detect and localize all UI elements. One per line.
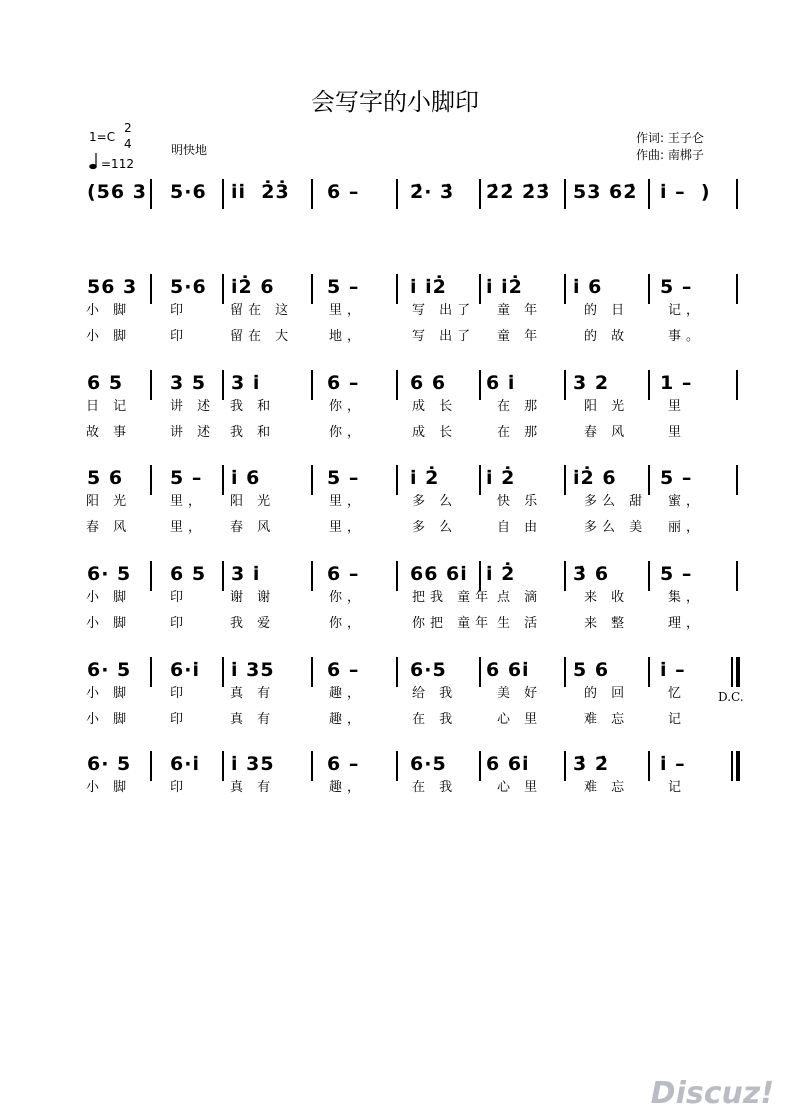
measure-notes: 3̇ 6 [573,563,610,585]
final-barline [736,751,740,781]
lyric-syllables: 你把 童年 [412,616,494,631]
lyric-syllables: 快 乐 [497,494,543,509]
lyric-syllables: 留在 大 [230,329,294,344]
measure-notes: 3̇ 2̇ [573,753,610,775]
lyric-syllables: 给 我 [412,686,458,701]
dc-mark: D.C. [718,690,744,704]
lyric-syllables: 印 [170,329,189,344]
expression-mark: 明快地 [171,143,208,157]
lyric-syllables: 小 脚 [86,686,132,701]
lyric-syllables: 记， [668,303,705,318]
barline [479,179,481,209]
lyric-syllables: 真 有 [230,686,276,701]
barline [736,370,738,400]
measure-notes: 3 2 [573,372,610,394]
song-title: 会写字的小脚印 [311,88,479,116]
lyric-syllables: 留在 这 [230,303,294,318]
barline [479,274,481,304]
barline [479,657,481,687]
lyric-syllables: 的 日 [584,303,630,318]
measure-notes: 6 – [327,753,360,775]
barline [396,370,398,400]
lyric-syllables: 里， [329,303,366,318]
measure-notes: 1 – [660,372,693,394]
measure-notes: 56 3 [87,276,138,298]
lyric-syllables: 在 我 [412,712,458,727]
lyric-syllables: 事。 [668,329,705,344]
lyric-syllables: 的 回 [584,686,630,701]
barline [311,274,313,304]
barline [736,465,738,495]
lyric-syllables: 小 脚 [86,780,132,795]
lyric-syllables: 讲 述 [170,425,216,440]
barline [311,370,313,400]
lyric-syllables: 印 [170,712,189,727]
lyric-syllables: 趣， [329,712,366,727]
lyric-syllables: 真 有 [230,712,276,727]
time-signature-bottom: 4 [124,137,132,151]
measure-notes: i̇ – [660,753,686,775]
lyric-syllables: 成 长 [412,399,458,414]
barline [396,179,398,209]
barline [736,274,738,304]
lyric-syllables: 趣， [329,686,366,701]
measure-notes: 6 i̇ [486,372,516,394]
measure-notes: 6 5 [170,563,207,585]
barline [648,179,650,209]
barline [222,561,224,591]
barline [150,751,152,781]
barline [736,561,738,591]
lyric-syllables: 春 风 [584,425,630,440]
notation-row [0,655,790,683]
barline [222,465,224,495]
lyric-syllables: 写 出了 [412,329,476,344]
measure-notes: 6 – [327,563,360,585]
lyric-syllables: 难 忘 [584,780,630,795]
measure-notes: 5 – [170,467,203,489]
barline [479,370,481,400]
measure-notes: i̇i̇ 2̇3̇ [231,181,290,203]
notation-row [0,749,790,777]
measure-notes: 5 – [660,467,693,489]
notation-row [0,272,790,300]
barline [396,561,398,591]
barline [648,561,650,591]
barline [311,465,313,495]
quarter-note-icon [89,152,98,170]
lyric-syllables: 心 里 [497,780,543,795]
lyric-syllables: 童 年 [497,329,543,344]
measure-notes: 2̇· 3̇ [410,181,455,203]
measure-notes: i̇ i̇2̇ [410,276,447,298]
lyric-syllables: 在 那 [497,399,543,414]
barline [311,751,313,781]
barline [564,465,566,495]
lyric-syllables: 点 滴 [497,590,543,605]
measure-notes: i̇ 35 [231,659,275,681]
barline [479,751,481,781]
barline [648,370,650,400]
lyric-syllables: 春 风 [230,520,276,535]
lyric-syllables: 记 [668,712,687,727]
lyric-syllables: 故 事 [86,425,132,440]
measure-notes: 5 – [327,467,360,489]
lyricist-credit: 作词: 王子仑 [636,131,704,145]
barline [396,657,398,687]
lyric-syllables: 生 活 [497,616,543,631]
measure-notes: i̇ 2̇ [486,563,516,585]
measure-notes: i̇ i̇2̇ [486,276,523,298]
lyric-syllables: 童 年 [497,303,543,318]
lyric-syllables: 多 么 [412,494,458,509]
measure-notes: 6 6i̇ [486,659,530,681]
lyric-syllables: 难 忘 [584,712,630,727]
measure-notes: 5 6 [87,467,124,489]
lyric-syllables: 来 整 [584,616,630,631]
barline [564,179,566,209]
measure-notes: i̇ 6 [573,276,603,298]
lyric-syllables: 的 故 [584,329,630,344]
lyric-syllables: 阳 光 [86,494,132,509]
lyric-syllables: 心 里 [497,712,543,727]
barline [150,465,152,495]
barline [150,561,152,591]
measure-notes: 5 – [660,276,693,298]
lyric-syllables: 我 和 [230,399,276,414]
lyric-syllables: 忆 [668,686,687,701]
barline [222,751,224,781]
measure-notes: i̇ 35 [231,753,275,775]
lyric-syllables: 多么 美 [584,520,648,535]
notation-row [0,368,790,396]
measure-notes: i̇2̇ 6 [573,467,617,489]
barline [648,657,650,687]
lyric-syllables: 你， [329,616,366,631]
measure-notes: 6· 5 [87,659,132,681]
measure-notes: i̇ 2̇ [410,467,440,489]
notation-row [0,463,790,491]
measure-notes: i̇ 6 [231,467,261,489]
measure-notes: i̇ – ) [660,181,711,203]
measure-notes: 6·5 [410,659,447,681]
notation-row [0,559,790,587]
barline [311,179,313,209]
lyric-syllables: 阳 光 [584,399,630,414]
measure-notes: 2̇2̇ 2̇3̇ [486,181,551,203]
barline [648,465,650,495]
lyric-syllables: 来 收 [584,590,630,605]
lyric-syllables: 里， [170,520,207,535]
lyric-syllables: 我 爱 [230,616,276,631]
lyric-syllables: 你， [329,425,366,440]
measure-notes: 3 i̇ [231,563,261,585]
lyric-syllables: 小 脚 [86,712,132,727]
barline [564,657,566,687]
measure-notes: 6· 5 [87,563,132,585]
measure-notes: (56 3 [87,181,147,203]
barline [150,179,152,209]
barline [396,465,398,495]
measure-notes: 6 5 [87,372,124,394]
lyric-syllables: 多么 甜 [584,494,648,509]
barline [222,370,224,400]
measure-notes: 5 – [660,563,693,585]
measure-notes: 6 – [327,659,360,681]
lyric-syllables: 日 记 [86,399,132,414]
lyric-syllables: 在 那 [497,425,543,440]
measure-notes: 6 – [327,181,360,203]
lyric-syllables: 印 [170,590,189,605]
barline [479,465,481,495]
barline [150,274,152,304]
measure-notes: 6 6i̇ [486,753,530,775]
measure-notes: 66 6i̇ [410,563,468,585]
lyric-syllables: 印 [170,780,189,795]
lyric-syllables: 把我 童年 [412,590,494,605]
lyric-syllables: 在 我 [412,780,458,795]
lyric-syllables: 写 出了 [412,303,476,318]
lyric-syllables: 你， [329,399,366,414]
barline [311,561,313,591]
lyric-syllables: 印 [170,303,189,318]
lyric-syllables: 里 [668,425,687,440]
lyric-syllables: 蜜， [668,494,705,509]
lyric-syllables: 里 [668,399,687,414]
barline [564,370,566,400]
lyric-syllables: 理， [668,616,705,631]
notation-row [0,177,790,205]
measure-notes: 5·6 [170,276,207,298]
measure-notes: 6·5 [410,753,447,775]
barline [648,751,650,781]
barline [564,751,566,781]
lyric-syllables: 成 长 [412,425,458,440]
lyric-syllables: 印 [170,616,189,631]
lyric-syllables: 小 脚 [86,303,132,318]
lyric-syllables: 地， [329,329,366,344]
measure-notes: 6·i̇ [170,659,200,681]
barline [150,370,152,400]
lyric-syllables: 小 脚 [86,590,132,605]
lyric-syllables: 记 [668,780,687,795]
barline [150,657,152,687]
lyric-syllables: 自 由 [497,520,543,535]
lyric-syllables: 阳 光 [230,494,276,509]
measure-notes: i̇2̇ 6 [231,276,275,298]
lyric-syllables: 你， [329,590,366,605]
watermark-logo: Discuz! [650,1076,774,1111]
lyric-syllables: 印 [170,686,189,701]
measure-notes: 6· 5 [87,753,132,775]
lyric-syllables: 趣， [329,780,366,795]
barline [311,657,313,687]
final-barline [736,657,740,687]
measure-notes: 3 5 [170,372,207,394]
measure-notes: 6 – [327,372,360,394]
measure-notes: 5 6 [573,659,610,681]
lyric-syllables: 小 脚 [86,616,132,631]
composer-credit: 作曲: 南梆子 [636,148,704,162]
barline [396,751,398,781]
barline [731,657,733,687]
measure-notes: 53 62̇ [573,181,638,203]
lyric-syllables: 春 风 [86,520,132,535]
lyric-syllables: 多 么 [412,520,458,535]
barline [736,179,738,209]
barline [648,274,650,304]
measure-notes: 6·i̇ [170,753,200,775]
lyric-syllables: 美 好 [497,686,543,701]
barline [564,561,566,591]
lyric-syllables: 讲 述 [170,399,216,414]
lyric-syllables: 丽， [668,520,705,535]
lyric-syllables: 里， [170,494,207,509]
lyric-syllables: 里， [329,520,366,535]
barline [396,274,398,304]
time-signature-top: 2 [124,121,132,135]
barline [222,657,224,687]
barline [222,274,224,304]
lyric-syllables: 集， [668,590,705,605]
key-signature: 1=C [89,130,116,144]
lyric-syllables: 谢 谢 [230,590,276,605]
lyric-syllables: 小 脚 [86,329,132,344]
lyric-syllables: 真 有 [230,780,276,795]
measure-notes: 5·6 [170,181,207,203]
lyric-syllables: 我 和 [230,425,276,440]
measure-notes: 6 6 [410,372,447,394]
barline [564,274,566,304]
lyric-syllables: 里， [329,494,366,509]
tempo-mark: =112 [101,157,134,171]
measure-notes: i̇ – [660,659,686,681]
barline [222,179,224,209]
measure-notes: 5 – [327,276,360,298]
barline [731,751,733,781]
measure-notes: i̇ 2̇ [486,467,516,489]
measure-notes: 3 i̇ [231,372,261,394]
